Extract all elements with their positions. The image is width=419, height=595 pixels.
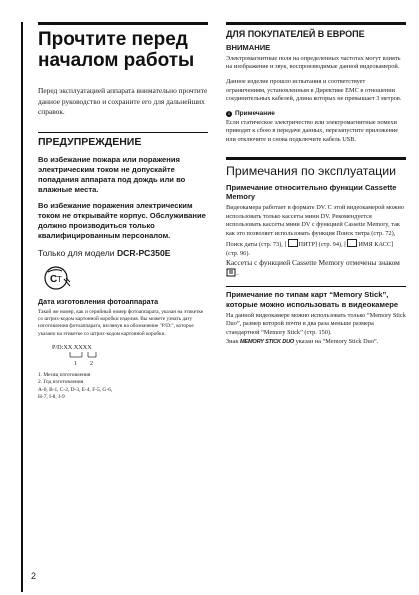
camera-menu-icon — [288, 239, 298, 247]
eu-rule — [226, 22, 406, 25]
intro-text: Перед эксплуатацией аппарата внимательно прочтите данное руководство и сохраните его для дальнейших справок. — [38, 86, 208, 117]
stick-rule — [226, 286, 406, 287]
cassette-mark-text: Кассеты с функцией Cassette Memory отмечены знаком — [226, 258, 400, 268]
warning-rule — [38, 132, 208, 133]
left-column — [38, 22, 208, 401]
cassette-memory-icon — [226, 268, 237, 277]
memory-stick-duo-logo: MEMORY STICK DUO — [239, 338, 295, 345]
warning-heading: ПРЕДУПРЕЖДЕНИЕ — [38, 135, 142, 148]
code-label-2: 2 — [90, 360, 93, 366]
cassette-text — [226, 204, 406, 258]
note-heading-row — [226, 110, 406, 119]
camera-menu-icon — [347, 239, 357, 247]
stick-text: На данной видеокамере можно использовать только “Memory Stick Duo”, размер которой почти в два раза меньше размера стандартной “Memory Stick” (стр. 150). — [226, 311, 406, 336]
certification-logo-icon — [42, 265, 72, 291]
legend-line: A-0, B-1, C-2, D-3, E-4, F-5, G-6, — [38, 386, 113, 393]
page-title: Прочтите перед началом работы — [38, 29, 195, 71]
note-bullet-icon: i — [226, 111, 232, 117]
legend-line: 1. Месяц изготовления — [38, 371, 91, 378]
date-code-format: P/D:XX XXXX — [52, 343, 92, 351]
cassette-text-part-1: Видеокамера работает в формате DV. С этой видеокамерой можно использовать только кассеты мини DV. Рекомендуется использовать кассеты мини DV с функцией Cassette Memory, так как это позволяет использовать функция Поиск титра (стр. 72), Поиск даты (стр. 73), [ — [226, 204, 405, 248]
warning-text-2: Во избежание поражения электрическим током не открывайте корпус. Обслуживание должно производиться только квалифицированным персоналом. — [38, 200, 206, 241]
stick-mark-suffix: указан на “Memory Stick Duo”. — [295, 337, 379, 345]
stick-mark-line — [226, 338, 406, 347]
stick-mark-prefix: Знак — [226, 337, 239, 345]
model-name: DCR-PC350E — [116, 248, 171, 259]
page-margin-rule — [21, 22, 23, 592]
date-code-pointers — [52, 352, 116, 366]
eu-heading: ДЛЯ ПОКУПАТЕЛЕЙ В ЕВРОПЕ — [226, 29, 365, 39]
attention-heading: ВНИМАНИЕ — [226, 43, 271, 52]
note-heading: Примечание — [235, 110, 275, 118]
legend-line: H-7, I-8, J-9 — [38, 394, 65, 401]
right-column — [226, 22, 406, 352]
stick-heading: Примечание по типам карт “Memory Stick”, которые можно использовать в видеокамере — [226, 290, 399, 309]
notes-title: Примечания по эксплуатации — [226, 163, 397, 178]
date-heading: Дата изготовления фотоаппарата — [38, 297, 159, 307]
cassette-mark-line: Кассеты с функцией Cassette Memory отмечены знаком . — [226, 258, 400, 277]
model-prefix: Только для модели — [38, 248, 115, 259]
legend-line: 2. Год изготовления — [38, 379, 84, 386]
svg-text:T: T — [57, 275, 62, 285]
cassette-text-part-3: ИМЯ КАСС] (стр. 96). — [226, 240, 394, 257]
warning-text-1: Во избежание пожара или поражения электрическим током не допускайте попадания аппарата под дождь или во влажные места. — [38, 154, 186, 195]
cassette-text-part-2: ПИТР] (стр. 94), [ — [298, 240, 347, 248]
title-rule — [38, 22, 208, 25]
notes-rule — [226, 157, 406, 160]
svg-text:C: C — [50, 274, 58, 286]
code-label-1: 1 — [74, 360, 77, 366]
page-number: 2 — [31, 571, 37, 581]
date-code-diagram — [52, 344, 208, 366]
attention-text: Электромагнитные поля на определенных частотах могут влиять на изображение и звук, воспроизводимые данной видеокамерой. — [226, 54, 401, 71]
emc-text: Данное изделие прошло испытания и соответствует ограничениям, установленным в Директиве EMC в отношении соединительных кабелей, длина которых не превышает 3 метров. — [226, 78, 402, 103]
cassette-heading: Примечание относительно функции Cassette Memory — [226, 182, 397, 202]
model-line — [38, 248, 208, 258]
note-text: Если статическое электричество или электромагнитные помехи приводят к сбою в передаче данных, перезапустите приложение или отключите и снова подключите кабель USB. — [226, 118, 399, 144]
date-text: Такой же номер, как и серийный номер фотоаппарата, указан на этикетке со штрих-кодом картонной коробки изделия. Вы можете узнать дату изготовления фотоаппарата, взглянув на обозначение "P/D:", которое указано на этикетке со штрих-кодом картонной коробки. — [38, 309, 204, 337]
date-code-legend — [38, 372, 208, 402]
